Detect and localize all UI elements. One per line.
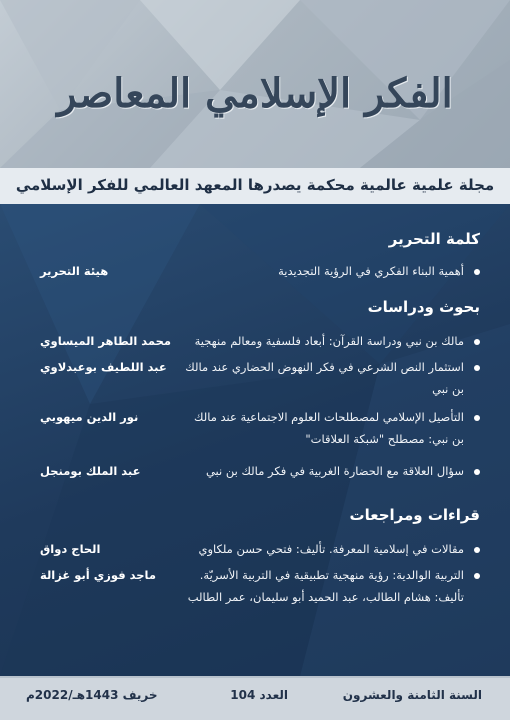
journal-title: الفكر الإسلامي المعاصر [57, 70, 453, 117]
article-author: نور الدين ميهوبي [40, 410, 139, 424]
bullet-icon [474, 339, 480, 345]
article-title-continued: تأليف: هشام الطالب، عبد الحميد أبو سليمان، عمر الطالب [187, 590, 464, 604]
volume-year: السنة الثامنة والعشرون [342, 688, 482, 702]
issue-season: خريف 1443هـ/2022م [26, 688, 158, 702]
list-item[interactable] [40, 330, 480, 352]
list-item[interactable] [40, 564, 480, 608]
article-title: مالك بن نبي ودراسة القرآن: أبعاد فلسفية ومعالم منهجية [194, 334, 464, 348]
article-author: عبد اللطيف بوعبدلاوي [40, 360, 167, 374]
article-title: سؤال العلاقة مع الحضارة الغربية في فكر مالك بن نبي [205, 464, 464, 478]
list-item[interactable] [40, 260, 480, 282]
section-heading-reviews: قراءات ومراجعات [349, 506, 480, 524]
article-title-continued: بن نبي [432, 382, 464, 396]
bullet-icon [474, 547, 480, 553]
bullet-icon [474, 269, 480, 275]
section-heading-editorial: كلمة التحرير [388, 230, 480, 248]
article-title: أهمية البناء الفكري في الرؤية التجديدية [278, 264, 464, 278]
article-title-continued: بن نبي: مصطلح "شبكة العلاقات" [305, 432, 464, 446]
article-author: محمد الطاهر الميساوي [40, 334, 172, 348]
article-author: عبد الملك بومنجل [40, 464, 141, 478]
issue-number: العدد 104 [230, 688, 288, 702]
article-title: التأصيل الإسلامي لمصطلحات العلوم الاجتماعية عند مالك [194, 410, 464, 424]
article-author: ماجد فوزي أبو غزالة [40, 568, 156, 582]
bullet-icon [474, 415, 480, 421]
article-title: مقالات في إسلامية المعرفة. تأليف: فتحي حسن ملكاوي [198, 542, 464, 556]
list-item[interactable] [40, 406, 480, 450]
article-title: التربية الوالدية: رؤية منهجية تطبيقية في التربية الأسريّة. [199, 568, 464, 582]
journal-subtitle: مجلة علمية عالمية محكمة يصدرها المعهد العالمي للفكر الإسلامي [15, 176, 495, 194]
bullet-icon [474, 469, 480, 475]
bullet-icon [474, 573, 480, 579]
bullet-icon [474, 365, 480, 371]
article-author: الحاج دواق [40, 542, 101, 556]
list-item[interactable] [40, 460, 480, 482]
section-heading-research: بحوث ودراسات [367, 298, 480, 316]
list-item[interactable] [40, 538, 480, 560]
article-title: استثمار النص الشرعي في فكر النهوض الحضاري عند مالك [185, 360, 464, 374]
list-item[interactable] [40, 356, 480, 400]
article-author: هيئة التحرير [40, 264, 109, 278]
